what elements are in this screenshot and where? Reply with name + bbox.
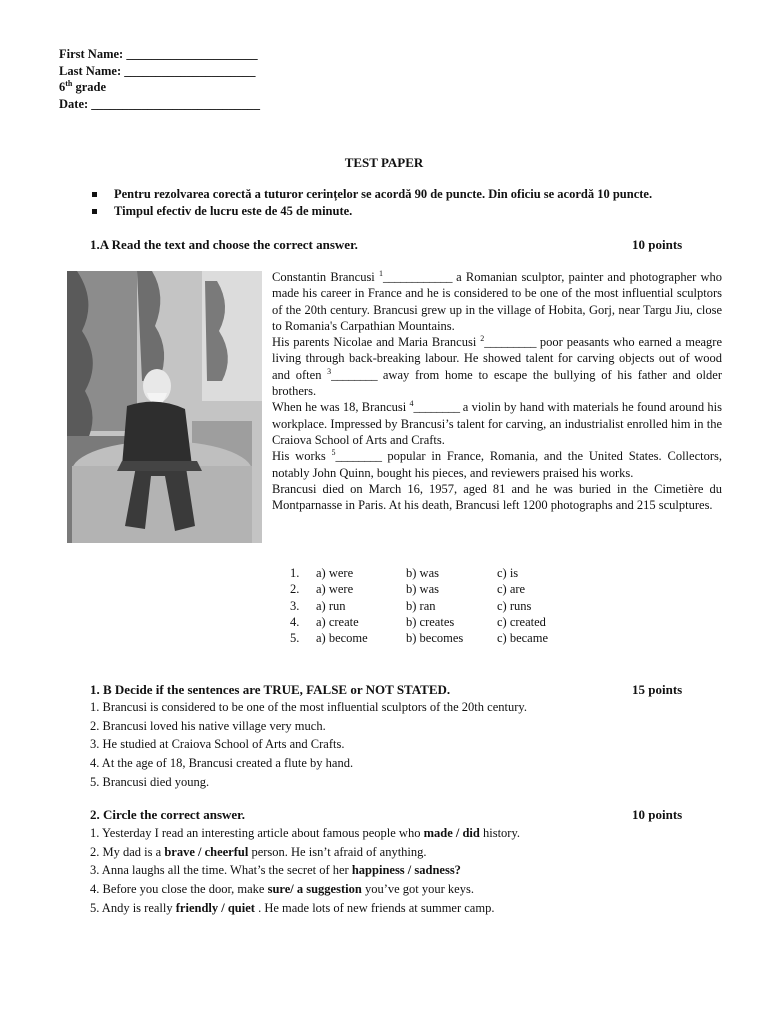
- passage-text: Constantin Brancusi: [272, 270, 379, 284]
- last-name-label: Last Name: _____________________: [59, 64, 256, 78]
- grade-label: [59, 79, 106, 95]
- option-b[interactable]: b) was: [406, 566, 439, 580]
- answer-options-table: [290, 565, 548, 646]
- option-number: 5.: [290, 631, 300, 646]
- passage-text: popular in France, Romania, and the United States. Collectors, notably John Quinn, bought his pieces, and reviewers praised his works.: [272, 449, 722, 480]
- passage-text: When he was 18, Brancusi: [272, 400, 410, 415]
- gap-number: 4: [409, 399, 414, 409]
- question-text: 5. Andy is really: [90, 900, 176, 915]
- option-a[interactable]: a) run: [316, 598, 346, 613]
- question-item: [90, 899, 730, 918]
- section-1a-title: 1.A Read the text and choose the correct answer.: [90, 237, 358, 252]
- passage-paragraph-3: [272, 399, 722, 448]
- question-item: [90, 861, 730, 880]
- answer-gap-4[interactable]: ________: [413, 400, 460, 415]
- passage-paragraph-2: [272, 334, 722, 399]
- option-number: 4.: [290, 614, 300, 629]
- gap-number: 3: [327, 366, 332, 376]
- option-c[interactable]: c) created: [497, 614, 546, 629]
- option-c[interactable]: c) is: [497, 566, 519, 580]
- option-c[interactable]: c) are: [497, 582, 526, 597]
- passage-paragraph-4: [272, 448, 722, 481]
- passage-paragraph-1: [272, 269, 722, 334]
- options-row: [290, 565, 548, 581]
- instructions-list: [92, 186, 732, 220]
- passage-text: away from home to escape the bullying of his father and older brothers.: [272, 367, 722, 399]
- passage-text: a Romanian sculptor, painter and photographer who made his career in France and he is considered to be one of the most influential sculptors of the 20th century. Brancusi grew up in the village of Hobita, Gorj, near Targu Jiu, close to Romania's Carpathian Mountains.: [272, 270, 722, 333]
- option-a[interactable]: a) create: [316, 614, 359, 629]
- question-text: 1. Yesterday I read an interesting article about famous people who: [90, 826, 424, 840]
- section-1b-points: 15 points: [632, 682, 683, 697]
- date-field[interactable]: [59, 96, 260, 112]
- page-title: TEST PAPER: [344, 155, 424, 170]
- section-2-points: 10 points: [632, 807, 683, 822]
- question-text: person. He isn’t afraid of anything.: [248, 844, 427, 859]
- grade-suffix: th: [65, 78, 73, 88]
- option-b[interactable]: b) becomes: [406, 631, 464, 646]
- answer-choices[interactable]: happiness / sadness?: [351, 863, 461, 878]
- options-row: [290, 598, 548, 614]
- statement-item: 2. Brancusi loved his native village very much.: [90, 718, 326, 733]
- question-text: you’ve got your keys.: [361, 882, 474, 897]
- circle-answer-list: [90, 824, 730, 917]
- passage-text: His works: [272, 449, 332, 464]
- question-text: 4. Before you close the door, make: [90, 882, 268, 897]
- option-c[interactable]: c) runs: [497, 598, 532, 613]
- passage-text: poor peasants who earned a meagre living through back-breaking labour. He showed talent for carving objects out of wood and often: [272, 335, 723, 382]
- gap-number: 2: [480, 334, 485, 344]
- options-row: [290, 581, 548, 597]
- answer-choices[interactable]: friendly / quiet: [175, 900, 255, 915]
- option-c[interactable]: c) became: [497, 631, 549, 646]
- first-name-label: First Name: _____________________: [59, 47, 258, 61]
- option-number: 3.: [290, 598, 300, 613]
- reading-passage: [272, 269, 722, 513]
- passage-text: a violin by hand with materials he found around his workplace. Impressed by Brancusi’s talent for carving, an industrialist enrolled him in the Craiova School of Arts and Crafts.: [272, 400, 722, 447]
- last-name-field[interactable]: [59, 63, 256, 79]
- question-item: [90, 824, 730, 843]
- statement-item: 4. At the age of 18, Brancusi created a flute by hand.: [90, 756, 354, 771]
- brancusi-photo: [67, 271, 262, 543]
- option-a[interactable]: a) were: [316, 566, 354, 580]
- option-b[interactable]: b) was: [406, 582, 439, 597]
- answer-choices[interactable]: brave / cheerful: [164, 844, 249, 859]
- options-row: [290, 614, 548, 630]
- answer-choices[interactable]: sure/ a suggestion: [267, 882, 362, 897]
- instruction-item: Timpul efectiv de lucru este de 45 de minute.: [92, 203, 732, 220]
- brancusi-photo-image: [67, 271, 262, 543]
- grade-number: 6: [59, 80, 66, 94]
- question-item: [90, 880, 730, 899]
- answer-choices[interactable]: made / did: [423, 826, 480, 840]
- statement-item: 1. Brancusi is considered to be one of the most influential sculptors of the 20th century.: [90, 700, 527, 714]
- options-row: [290, 630, 548, 646]
- answer-gap-3[interactable]: ________: [331, 367, 378, 382]
- statement-item: 3. He studied at Craiova School of Arts and Crafts.: [90, 737, 345, 752]
- gap-number: 5: [331, 448, 336, 458]
- first-name-field[interactable]: [59, 46, 258, 62]
- section-1a-points: 10 points: [632, 237, 683, 252]
- grade-word: grade: [72, 80, 107, 94]
- passage-paragraph-5: Brancusi died on March 16, 1957, aged 81 and he was buried in the Cimetière du Montparnasse in Paris. At his death, Brancusi left 1200 photographs and 215 sculptures.: [272, 481, 722, 513]
- section-1b-title: 1. B Decide if the sentences are TRUE, FALSE or NOT STATED.: [90, 682, 451, 697]
- question-item: [90, 843, 730, 862]
- answer-gap-1[interactable]: ____________: [382, 270, 452, 284]
- answer-gap-5[interactable]: ________: [335, 449, 382, 464]
- instruction-item: Pentru rezolvarea corectă a tuturor cerințelor se acordă 90 de puncte. Din oficiu se acordă 10 puncte.: [92, 186, 732, 203]
- option-b[interactable]: b) ran: [406, 598, 436, 613]
- true-false-list: [90, 698, 730, 791]
- passage-text: His parents Nicolae and Maria Brancusi: [272, 335, 481, 350]
- option-number: 2.: [290, 582, 300, 597]
- question-text: . He made lots of new friends at summer camp.: [254, 900, 495, 915]
- question-text: history.: [479, 826, 521, 840]
- gap-number: 1: [378, 268, 383, 278]
- option-b[interactable]: b) creates: [406, 614, 455, 629]
- section-2-title: 2. Circle the correct answer.: [90, 807, 245, 822]
- answer-gap-2[interactable]: _________: [484, 335, 536, 350]
- question-text: 3. Anna laughs all the time. What’s the secret of her: [90, 863, 352, 878]
- statement-item: 5. Brancusi died young.: [90, 774, 210, 789]
- question-text: 2. My dad is a: [90, 844, 165, 859]
- option-a[interactable]: a) become: [316, 631, 368, 646]
- option-number: 1.: [290, 566, 300, 580]
- option-a[interactable]: a) were: [316, 582, 354, 597]
- date-label: Date: ___________________________: [59, 97, 261, 111]
